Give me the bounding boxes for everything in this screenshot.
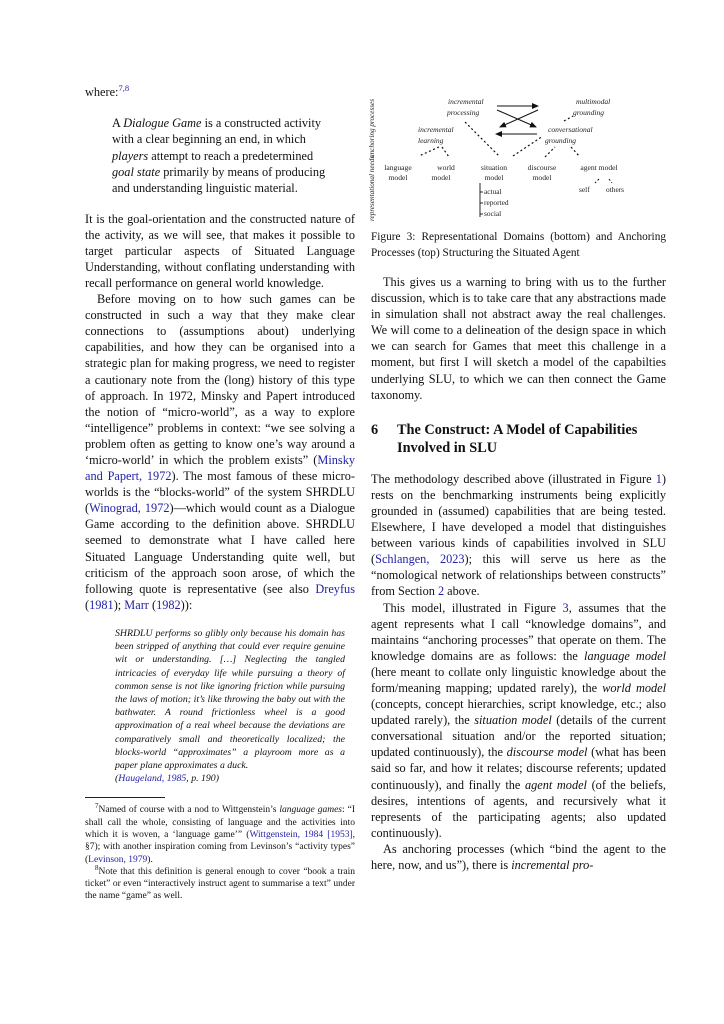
footnote-7: $^7$Named of course with a nod to Wittgenstein’s language games: “I shall call the whole, consisting of language and the activities into which it is woven, a ‘language game’” (Wittgenstein, 1984 [1953], §7); with another inspiration coming from Levinson’s “activity types” (Levinson, 1979). xyxy=(85,802,355,865)
paragraph-goal-orientation: It is the goal-orientation and the constructed nature of the activity, as we will see, that makes it possible to target particular aspects of Situated Language Understanding, without conflating understanding with recall performance on general world knowledge. xyxy=(85,211,355,290)
dialogue-game-definition: A Dialogue Game is a constructed activity with a clear beginning an end, in which players attempt to reach a predetermined goal state primarily by means of producing and understanding linguistic material. xyxy=(112,116,326,196)
process-multimodal-grounding-1: multimodal xyxy=(576,97,611,106)
section-title: The Construct: A Model of Capabilities Involved in SLU xyxy=(397,421,638,456)
figure-3-diagram xyxy=(366,86,666,221)
paragraph-model: This model, illustrated in Figure 3, assumes that the agent represents what I call “knowledge domains”, and maintains “anchoring processes” that operate on them. The knowledge domains are as follows: the language model (here meant to collate only linguistic knowledge about the form/meaning mapping; updated rarely), the world model (concepts, concept hierarchies, script knowledge, etc.; also updated rarely), the situation model (details of the current conversational situation and/or the reported situation; updated continuously), the discourse model (what has been said so far, and how it relates; discourse referents; updated continuously), and finally the agent model (of the beliefs, desires, intentions of agents, and recursively what it represents of the participating agents; also updated continuously). xyxy=(371,600,667,840)
domain-situation-model-1: situation xyxy=(480,163,508,172)
right-column xyxy=(371,274,666,873)
domain-language-model-2: model xyxy=(388,173,408,182)
agent-sub-self: self xyxy=(579,185,590,194)
side-label-representational: representational needs xyxy=(368,155,376,221)
domain-discourse-model-2: model xyxy=(532,173,552,182)
citation-levinson[interactable]: Levinson, 1979 xyxy=(88,854,148,865)
citation-haugeland[interactable]: Haugeland, 1985 xyxy=(118,773,187,785)
dash-processing-situation xyxy=(465,122,499,156)
domain-language-model-1: language xyxy=(384,163,412,172)
dash-conversational-agent xyxy=(571,147,580,157)
citation-minsky-papert[interactable]: Minsky and Papert, 1972 xyxy=(85,452,355,484)
where-line: where:$^{7,8}$ xyxy=(85,82,130,99)
domain-labels xyxy=(384,163,617,182)
citation-schlangen[interactable]: Schlangen, 2023 xyxy=(375,552,465,567)
dash-multimodal-conversational xyxy=(564,116,573,121)
side-label-anchoring: anchoring processes xyxy=(368,98,376,158)
agent-sub-others: others xyxy=(606,185,625,194)
domain-world-model-1: world xyxy=(437,163,455,172)
dash-learning-world xyxy=(442,147,449,157)
situation-sub-actual: actual xyxy=(484,187,502,196)
dash-learning-language xyxy=(419,147,439,156)
agent-sub-labels xyxy=(579,185,624,194)
agent-subtree xyxy=(595,179,612,183)
citation-dreyfus-year[interactable]: 1981 xyxy=(89,597,114,612)
situation-sub-reported: reported xyxy=(484,198,509,207)
situation-sub-labels xyxy=(484,187,509,218)
figure-3-svg xyxy=(366,86,666,221)
citation-wittgenstein[interactable]: Wittgenstein, 1984 [1953] xyxy=(249,829,353,840)
figure-3-ref[interactable]: 3 xyxy=(562,600,569,615)
section-number: 6 xyxy=(371,421,379,438)
section-2-ref[interactable]: 2 xyxy=(437,584,445,599)
process-incremental-processing-2: processing xyxy=(447,108,480,117)
footnote-8: $^8$Note that this definition is general enough to cover “book a train ticket” or even “interactively instruct agent to summarise a text” under the name “game” as well. xyxy=(85,863,355,902)
paragraph-anchoring: As anchoring processes (which “bind the agent to the here, now, and us”), there is incremental pro- xyxy=(371,841,666,872)
situation-subtree xyxy=(480,183,483,217)
figure-3-caption: Figure 3: Representational Domains (bottom) and Anchoring Processes (top) Structuring the Situated Agent xyxy=(371,231,666,259)
left-column xyxy=(85,84,355,903)
process-conversational-grounding-2: grounding xyxy=(545,136,576,145)
footnote-ref-7-8[interactable]: 7,8 xyxy=(118,82,130,93)
figure-1-ref[interactable]: 1 xyxy=(655,471,662,486)
domain-discourse-model-1: discourse xyxy=(527,163,557,172)
paragraph-micro-world: Before moving on to how such games can be constructed in such a way that they make clear connections to (assumptions about) underlying capabilities, and how they can be organised into a strategic plan for making progress, we need to register a cautionary note from the (long) history of this type of approach. In 1972, Minsky and Papert introduced the notion of “micro-world”, as a way to explore “intelligence” problems in context: “we see solving a problem often as getting to know one’s way around a ‘micro-world’ in which the problem exists” (Minsky and Papert, 1972). The most famous of these micro-worlds is the “blocks-world” of the system SHRDLU (Winograd, 1972)—which would count as a Dialogue Game according to the definition above. SHRDLU seemed to demonstrate what I have called here Situated Language Understanding quite well, but criticism of the approach soon arose, of which the following quote is representative (see also Dreyfus (1981); Marr (1982)): xyxy=(85,292,355,612)
process-conversational-grounding-1: conversational xyxy=(548,125,593,134)
dash-conversational-discourse xyxy=(545,147,555,157)
process-incremental-learning-1: incremental xyxy=(418,125,454,134)
paragraph-methodology: The methodology described above (illustrated in Figure 1) rests on the benchmarking instruments being explicitly grounded in (assumed) capabilities that are being tested. Elsewhere, I have developed a model that distinguishes between various kinds of capabilities involved in SLU (Schlangen, 2023); this will serve us here as the “nomological network of relationships between constructs” from Section 2 above. xyxy=(371,471,667,599)
citation-winograd[interactable]: Winograd, 1972 xyxy=(89,501,170,516)
situation-sub-social: social xyxy=(484,209,502,218)
footnote-divider xyxy=(85,797,165,798)
citation-marr[interactable]: Marr xyxy=(124,597,149,612)
dash-conversational-situation xyxy=(513,136,543,156)
section-heading xyxy=(371,421,666,457)
domain-world-model-2: model xyxy=(431,173,451,182)
process-incremental-learning-2: learning xyxy=(418,136,444,145)
arrow-multimodal-to-learning xyxy=(500,110,538,127)
domain-agent-model: agent model xyxy=(580,163,618,172)
haugeland-quote: SHRDLU performs so glibly only because his domain has been stripped of anything that could ever require genuine wit or understanding. […] Neglecting the tangled intricacies of everyday life while pursuing a theory of common sense is not like ignoring friction while pursuing the laws of motion; it’s like throwing the baby out with the bathwater. A round frictionless wheel is a good approximation of a real wheel because the deviations are comparatively small and theoretically localized; the blocks-world “approximates” a playroom more as a paper plane approximates a duck. (Haugeland, 1985, p. 190) xyxy=(115,627,345,785)
arrow-processing-to-conversational xyxy=(497,110,536,127)
process-incremental-processing-1: incremental xyxy=(448,97,484,106)
process-arrows xyxy=(496,106,538,134)
process-multimodal-grounding-2: grounding xyxy=(573,108,604,117)
citation-marr-year[interactable]: 1982 xyxy=(156,597,181,612)
paragraph-warning: This gives us a warning to bring with us to the further discussion, which is to take care that any abstractions made in simulation shall not abstract away the real challenges. We will come to a delineation of the design space in which we can search for Games that meet this challenge in a moment, but first I will sketch a model of the capabilties underlying SLU, to which we can then connect the Game taxonomy. xyxy=(371,275,666,402)
citation-dreyfus[interactable]: Dreyfus xyxy=(315,581,355,596)
domain-situation-model-2: model xyxy=(484,173,504,182)
